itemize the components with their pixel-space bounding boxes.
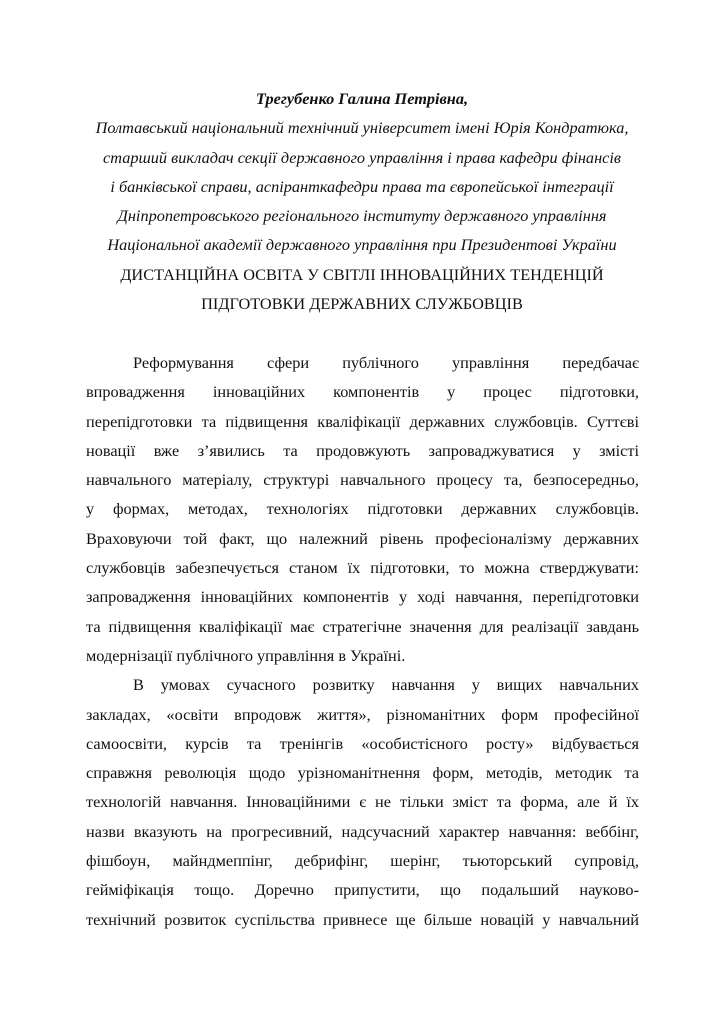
paragraph-line: назви вказують на прогресивний, надсучасний характер навчання: веббінг, [86, 821, 639, 841]
paragraph-line: справжня революція щодо урізноманітнення форм, методів, методик та [86, 763, 639, 783]
paragraph-line: В умовах сучасного розвитку навчання у вищих навчальних [133, 675, 639, 695]
article-title-line: ДИСТАНЦІЙНА ОСВІТА У СВІТЛІ ІННОВАЦІЙНИХ ТЕНДЕНЦІЙ [120, 264, 604, 284]
paragraph-line: навчального матеріалу, структурі навчального процесу та, безпосередньо, [86, 470, 639, 490]
article-body [86, 348, 639, 934]
paragraph-line: технологій навчання. Інноваційними є не тільки зміст та форма, але й їх [86, 792, 639, 812]
body-paragraph [86, 348, 639, 670]
paragraph-line: впровадження інноваційних компонентів у процес підготовки, [86, 382, 639, 402]
paragraph-line: технічний розвиток суспільства привнесе ще більше новацій у навчальний [86, 909, 639, 929]
affiliation-line: старший викладач секції державного управління і права кафедри фінансів [103, 147, 621, 167]
paragraph-line: у формах, методах, технологіях підготовки державних службовців. [86, 499, 639, 519]
paragraph-line: закладах, «освіти впродовж життя», різноманітних форм професійної [86, 704, 639, 724]
article-header [60, 84, 664, 318]
paragraph-line: службовців забезпечується станом їх підготовки, то можна стверджувати: [86, 558, 639, 578]
paragraph-line: новації вже з’явились та продовжують запроваджуватися у змісті [86, 440, 639, 460]
paragraph-line: Реформування сфери публічного управління передбачає [133, 353, 639, 372]
paragraph-line: Враховуючи той факт, що належний рівень професіоналізму державних [86, 528, 639, 548]
body-paragraph [86, 670, 639, 934]
affiliation-line: Національної академії державного управління при Президентові України [107, 235, 617, 255]
paragraph-line: модернізації публічного управління в Україні. [86, 645, 406, 665]
author-name: Трегубенко Галина Петрівна, [255, 89, 469, 108]
paragraph-line: фішбоун, майндмеппінг, дебрифінг, шерінг, тьюторський супровід, [86, 851, 639, 871]
affiliation-line: Дніпропетровського регіонального інституту державного управління [117, 206, 607, 226]
paragraph-line: запровадження інноваційних компонентів у ході навчання, перепідготовки [86, 587, 639, 607]
paragraph-line: перепідготовки та підвищення кваліфікації державних службовців. Суттєві [86, 411, 639, 431]
affiliation-line: Полтавський національний технічний університет імені Юрія Кондратюка, [95, 118, 629, 138]
paragraph-line: самоосвіти, курсів та тренінгів «особистісного росту» відбувається [86, 733, 639, 753]
paragraph-line: та підвищення кваліфікації має стратегічне значення для реалізації завдань [86, 616, 639, 636]
affiliation-line: і банківської справи, аспіранткафедри права та європейської інтеграції [110, 176, 614, 196]
article-title-line: ПІДГОТОВКИ ДЕРЖАВНИХ СЛУЖБОВЦІВ [201, 294, 523, 314]
paragraph-line: гейміфікація тощо. Доречно припустити, що подальший науково- [86, 880, 639, 900]
